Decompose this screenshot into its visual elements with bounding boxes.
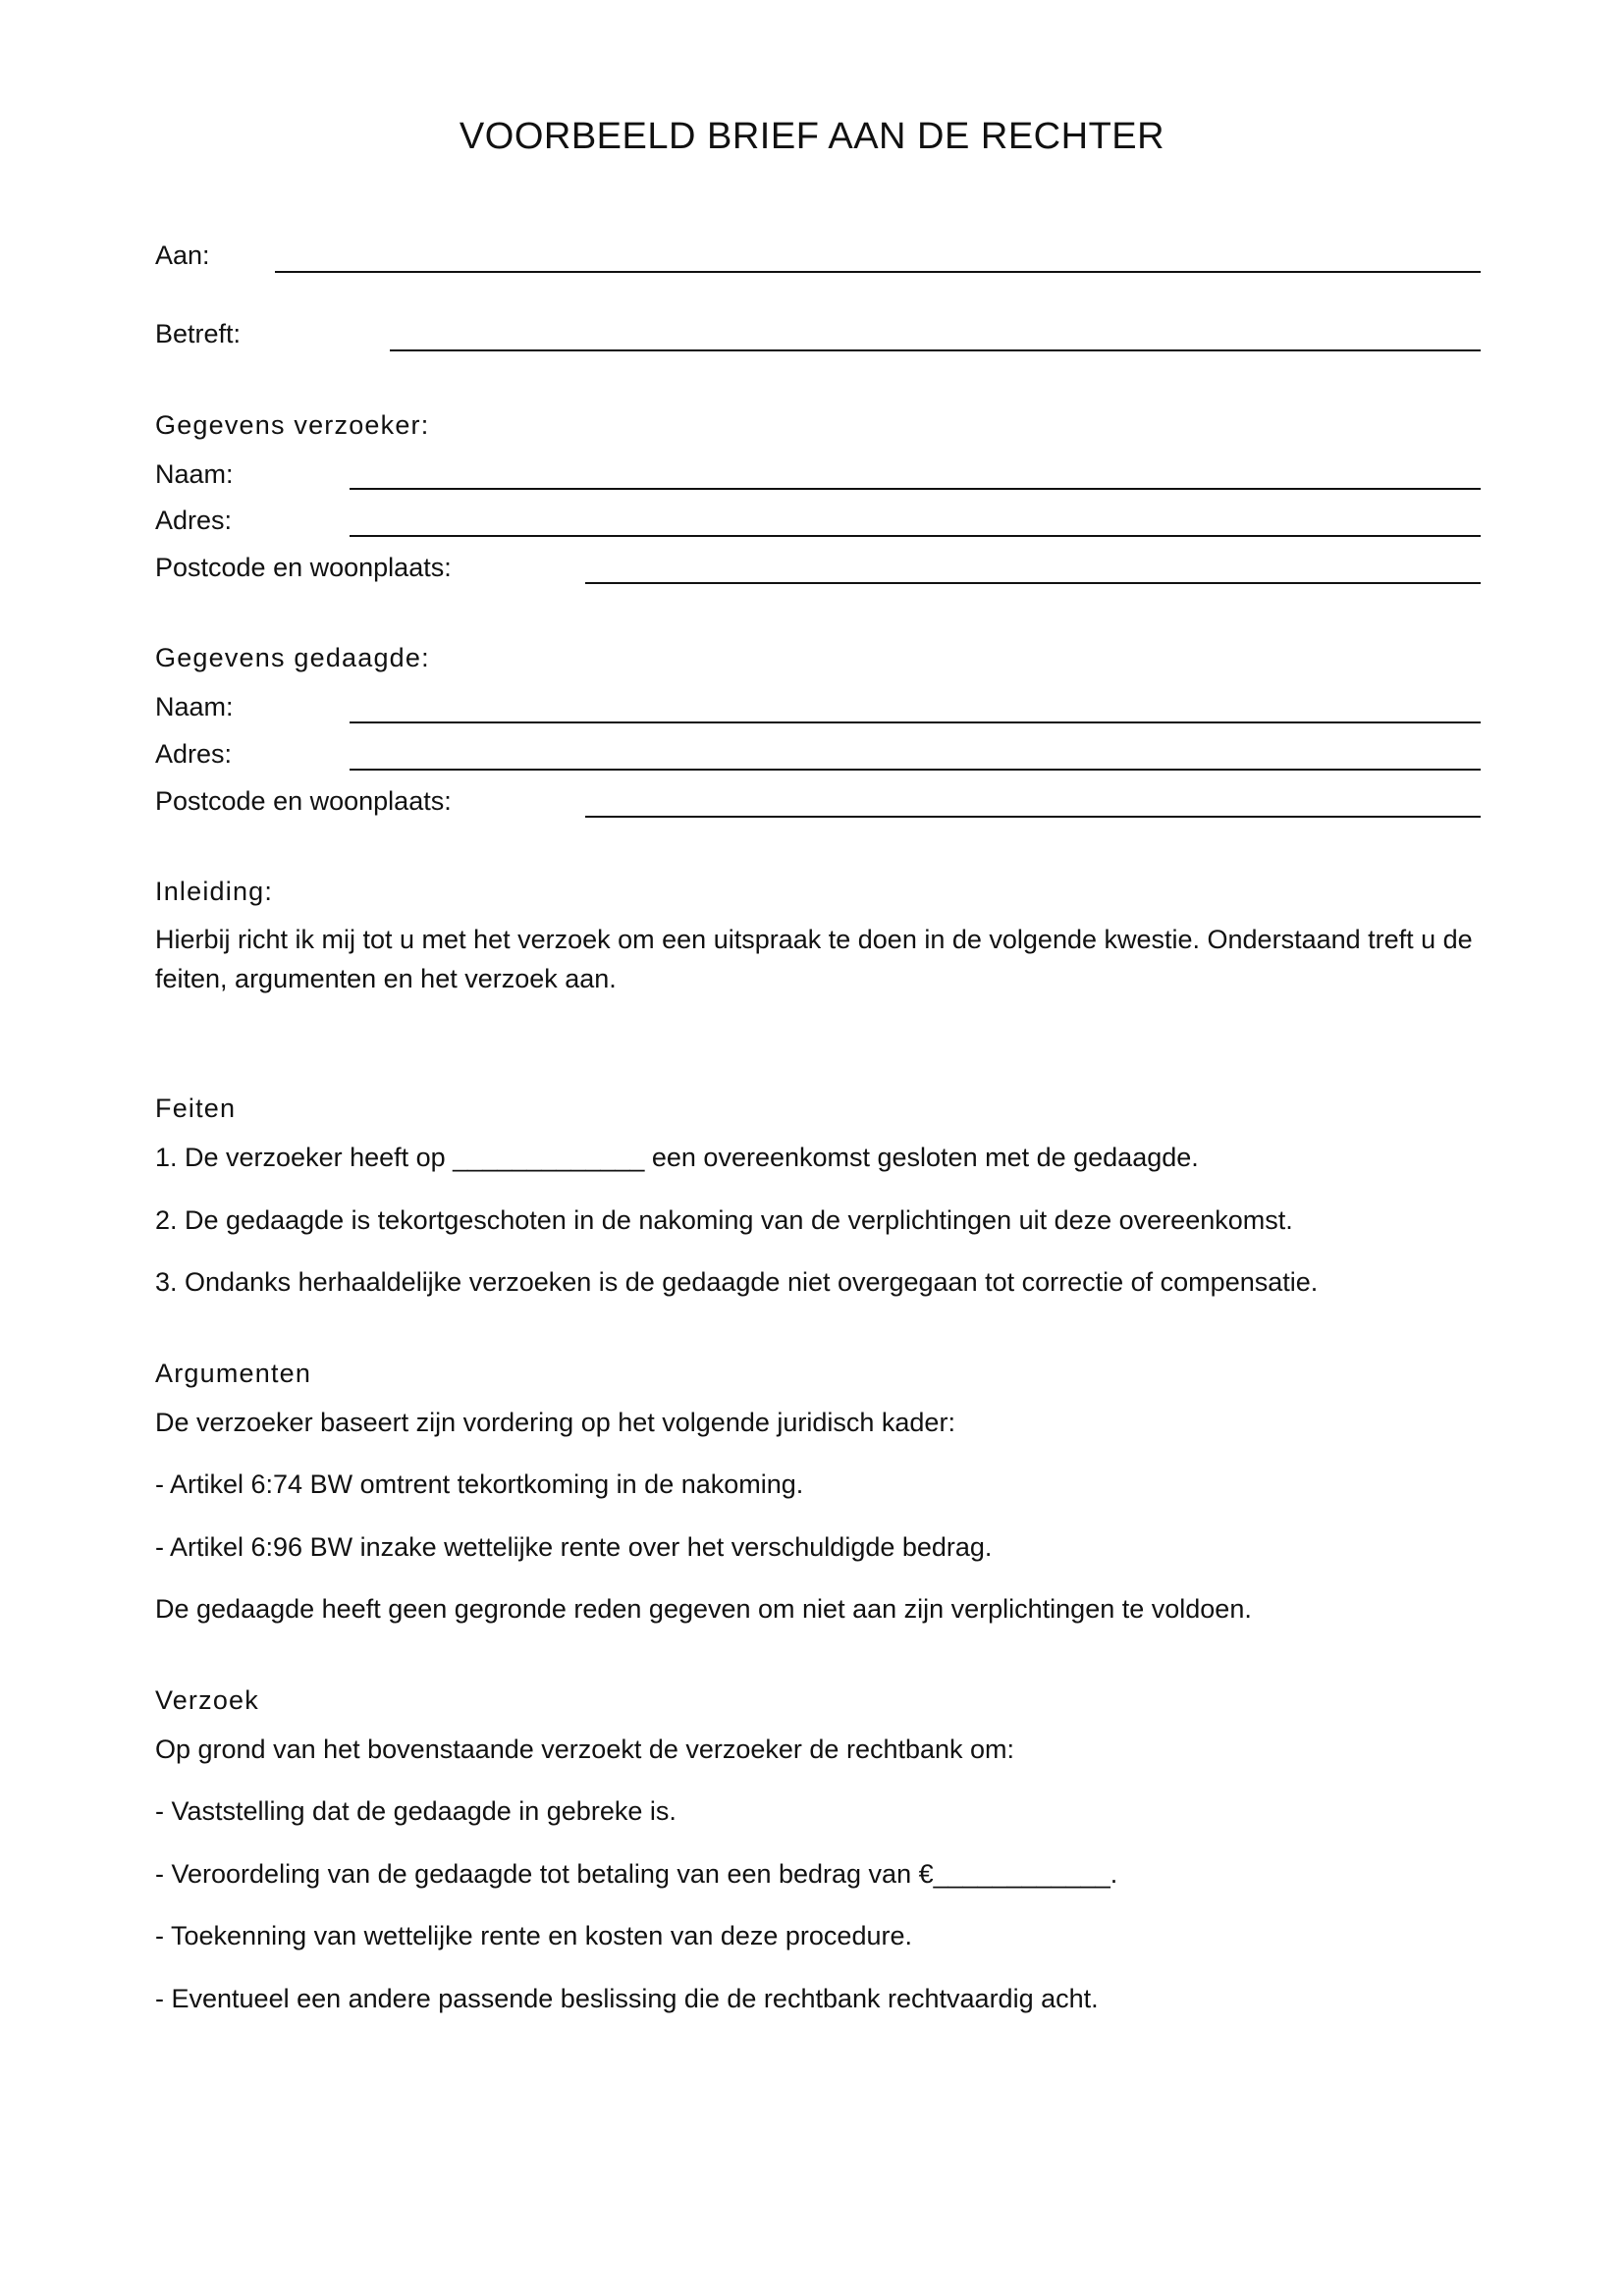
verzoek-item-2: - Veroordeling van de gedaagde tot betaling van een bedrag van €____________. xyxy=(155,1859,1118,1889)
verzoek-heading: Verzoek xyxy=(155,1685,259,1715)
aan-field-line[interactable] xyxy=(275,271,1481,273)
gedaagde-naam-label: Naam: xyxy=(155,692,234,721)
gedaagde-heading: Gegevens gedaagde: xyxy=(155,643,430,672)
verzoeker-naam-line[interactable] xyxy=(350,488,1481,490)
feiten-item-2: 2. De gedaagde is tekortgeschoten in de nakoming van de verplichtingen uit deze overeenkomst. xyxy=(155,1205,1293,1235)
betreft-label: Betreft: xyxy=(155,319,242,348)
gedaagde-postcode-line[interactable] xyxy=(585,816,1481,818)
verzoeker-adres-label: Adres: xyxy=(155,506,233,535)
gedaagde-postcode-label: Postcode en woonplaats: xyxy=(155,786,452,816)
argumenten-heading: Argumenten xyxy=(155,1359,312,1388)
verzoeker-naam-label: Naam: xyxy=(155,459,234,489)
verzoek-intro: Op grond van het bovenstaande verzoekt de verzoeker de rechtbank om: xyxy=(155,1735,1015,1764)
argumenten-item-1: - Artikel 6:74 BW omtrent tekortkoming in de nakoming. xyxy=(155,1469,804,1499)
aan-label: Aan: xyxy=(155,240,210,270)
betreft-field-line[interactable] xyxy=(390,349,1481,351)
page-title: VOORBEELD BRIEF AAN DE RECHTER xyxy=(459,116,1165,157)
feiten-heading: Feiten xyxy=(155,1094,237,1123)
argumenten-item-2: - Artikel 6:96 BW inzake wettelijke rente over het verschuldigde bedrag. xyxy=(155,1532,993,1562)
verzoek-item-1: - Vaststelling dat de gedaagde in gebreke is. xyxy=(155,1796,677,1826)
feiten-item-1: 1. De verzoeker heeft op _____________ een overeenkomst gesloten met de gedaagde. xyxy=(155,1143,1199,1172)
gedaagde-naam-line[interactable] xyxy=(350,721,1481,723)
feiten-item-3: 3. Ondanks herhaaldelijke verzoeken is de gedaagde niet overgegaan tot correctie of compensatie. xyxy=(155,1267,1319,1297)
argumenten-intro: De verzoeker baseert zijn vordering op het volgende juridisch kader: xyxy=(155,1408,955,1437)
inleiding-heading: Inleiding: xyxy=(155,877,274,906)
verzoeker-adres-line[interactable] xyxy=(350,535,1481,537)
verzoek-item-3: - Toekenning van wettelijke rente en kosten van deze procedure. xyxy=(155,1921,912,1950)
verzoeker-postcode-line[interactable] xyxy=(585,582,1481,584)
verzoeker-heading: Gegevens verzoeker: xyxy=(155,410,430,440)
inleiding-text: Hierbij richt ik mij tot u met het verzoek om een uitspraak te doen in de volgende kwestie. Onderstaand treft u de feiten, argumenten en het verzoek aan. xyxy=(155,925,1473,993)
argumenten-closing: De gedaagde heeft geen gegronde reden gegeven om niet aan zijn verplichtingen te voldoen. xyxy=(155,1594,1252,1624)
verzoeker-postcode-label: Postcode en woonplaats: xyxy=(155,553,452,582)
verzoek-item-4: - Eventueel een andere passende beslissing die de rechtbank rechtvaardig acht. xyxy=(155,1984,1099,2013)
gedaagde-adres-line[interactable] xyxy=(350,769,1481,771)
gedaagde-adres-label: Adres: xyxy=(155,739,233,769)
